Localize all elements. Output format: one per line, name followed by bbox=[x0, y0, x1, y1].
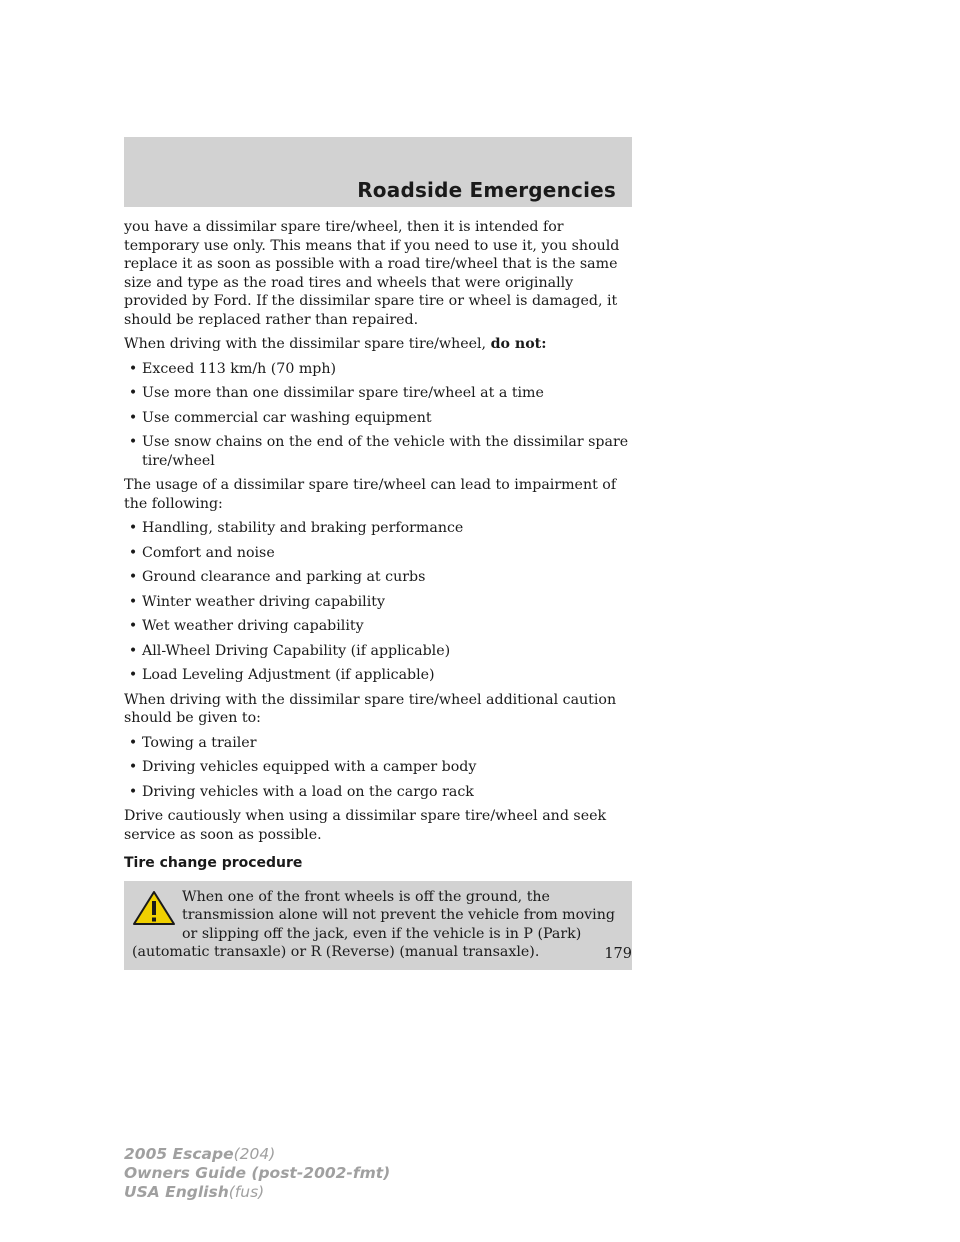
section-heading: Tire change procedure bbox=[124, 855, 303, 871]
footer-model: 2005 Escape bbox=[124, 1145, 234, 1163]
driving-intro-emphasis: do not: bbox=[490, 336, 547, 352]
footer-model-code: (204) bbox=[233, 1145, 276, 1163]
footer-language-code: (fus) bbox=[228, 1183, 265, 1201]
list-item bbox=[124, 593, 632, 612]
footer-line bbox=[124, 1164, 390, 1183]
driving-intro-paragraph bbox=[124, 335, 632, 354]
list-item bbox=[124, 783, 632, 802]
list-item-text: Comfort and noise bbox=[142, 544, 275, 561]
list-item bbox=[124, 409, 632, 428]
list-item-text: Ground clearance and parking at curbs bbox=[142, 569, 426, 585]
bullet-mark: • bbox=[128, 544, 138, 561]
document-footer bbox=[124, 1145, 390, 1202]
list-item bbox=[124, 617, 632, 636]
bullet-mark: • bbox=[128, 434, 138, 450]
bullet-mark: • bbox=[128, 667, 138, 683]
list-item bbox=[124, 519, 632, 538]
list-item bbox=[124, 666, 632, 685]
list-item-text: Towing a trailer bbox=[142, 734, 257, 751]
list-item-text: Load Leveling Adjustment (if applicable) bbox=[142, 667, 435, 683]
bullet-mark: • bbox=[128, 783, 138, 800]
page-number: 179 bbox=[604, 946, 632, 962]
footer-guide: Owners Guide (post-2002-fmt) bbox=[124, 1164, 391, 1182]
list-item-text: Use snow chains on the end of the vehicle with the dissimilar spare tire/wheel bbox=[142, 434, 629, 469]
list-item-text: All-Wheel Driving Capability (if applicable) bbox=[142, 642, 451, 659]
bullet-mark: • bbox=[128, 569, 138, 585]
caution-intro-paragraph: When driving with the dissimilar spare tire/wheel additional caution should be given to: bbox=[124, 691, 617, 726]
footer-line bbox=[124, 1145, 390, 1164]
list-item-text: Exceed 113 km/h (70 mph) bbox=[142, 360, 337, 377]
list-item-text: Handling, stability and braking performance bbox=[142, 520, 464, 536]
list-item-text: Use commercial car washing equipment bbox=[142, 409, 432, 426]
bullet-mark: • bbox=[128, 409, 138, 426]
section-header-band bbox=[124, 137, 632, 207]
list-item bbox=[124, 642, 632, 661]
warning-box bbox=[124, 881, 632, 970]
bullet-mark: • bbox=[128, 520, 138, 536]
footer-line bbox=[124, 1183, 390, 1202]
list-item bbox=[124, 758, 632, 777]
list-item bbox=[124, 360, 632, 379]
bullet-mark: • bbox=[128, 593, 138, 610]
bullet-mark: • bbox=[128, 618, 138, 634]
list-item bbox=[124, 568, 632, 587]
section-title: Roadside Emergencies bbox=[357, 178, 616, 202]
page-content bbox=[124, 218, 632, 970]
list-item-text: Use more than one dissimilar spare tire/wheel at a time bbox=[142, 385, 544, 401]
list-item-text: Winter weather driving capability bbox=[142, 593, 385, 610]
bullet-mark: • bbox=[128, 642, 138, 659]
list-item bbox=[124, 433, 632, 470]
warning-triangle-icon bbox=[132, 890, 176, 926]
bullet-mark: • bbox=[128, 385, 138, 401]
footer-language: USA English bbox=[124, 1183, 229, 1201]
bullet-mark: • bbox=[128, 360, 138, 377]
list-item-text: Driving vehicles equipped with a camper body bbox=[142, 759, 477, 775]
intro-paragraph: you have a dissimilar spare tire/wheel, then it is intended for temporary use only. This means that if you need to use it, you should replace it as soon as possible with a road tire/wheel that is the same size and type as the road tires and wheels that were originally provided by Ford. If the dissimilar spare tire or wheel is damaged, it should be replaced rather than repaired. bbox=[124, 219, 620, 328]
list-item bbox=[124, 384, 632, 403]
drive-cautiously-paragraph: Drive cautiously when using a dissimilar spare tire/wheel and seek service as soon as possible. bbox=[124, 808, 607, 843]
list-item bbox=[124, 544, 632, 563]
driving-intro-text: When driving with the dissimilar spare tire/wheel, bbox=[124, 336, 487, 352]
list-item bbox=[124, 734, 632, 753]
list-item-text: Driving vehicles with a load on the cargo rack bbox=[142, 783, 474, 800]
warning-text: When one of the front wheels is off the ground, the transmission alone will not prevent the vehicle from moving or slipping off the jack, even if the vehicle is in P (Park) (automatic transaxle) or R (Reverse) (manual transaxle). bbox=[132, 888, 615, 960]
impairment-intro-paragraph: The usage of a dissimilar spare tire/wheel can lead to impairment of the following: bbox=[124, 477, 617, 512]
list-item-text: Wet weather driving capability bbox=[142, 618, 364, 634]
bullet-mark: • bbox=[128, 734, 138, 751]
bullet-mark: • bbox=[128, 759, 138, 775]
